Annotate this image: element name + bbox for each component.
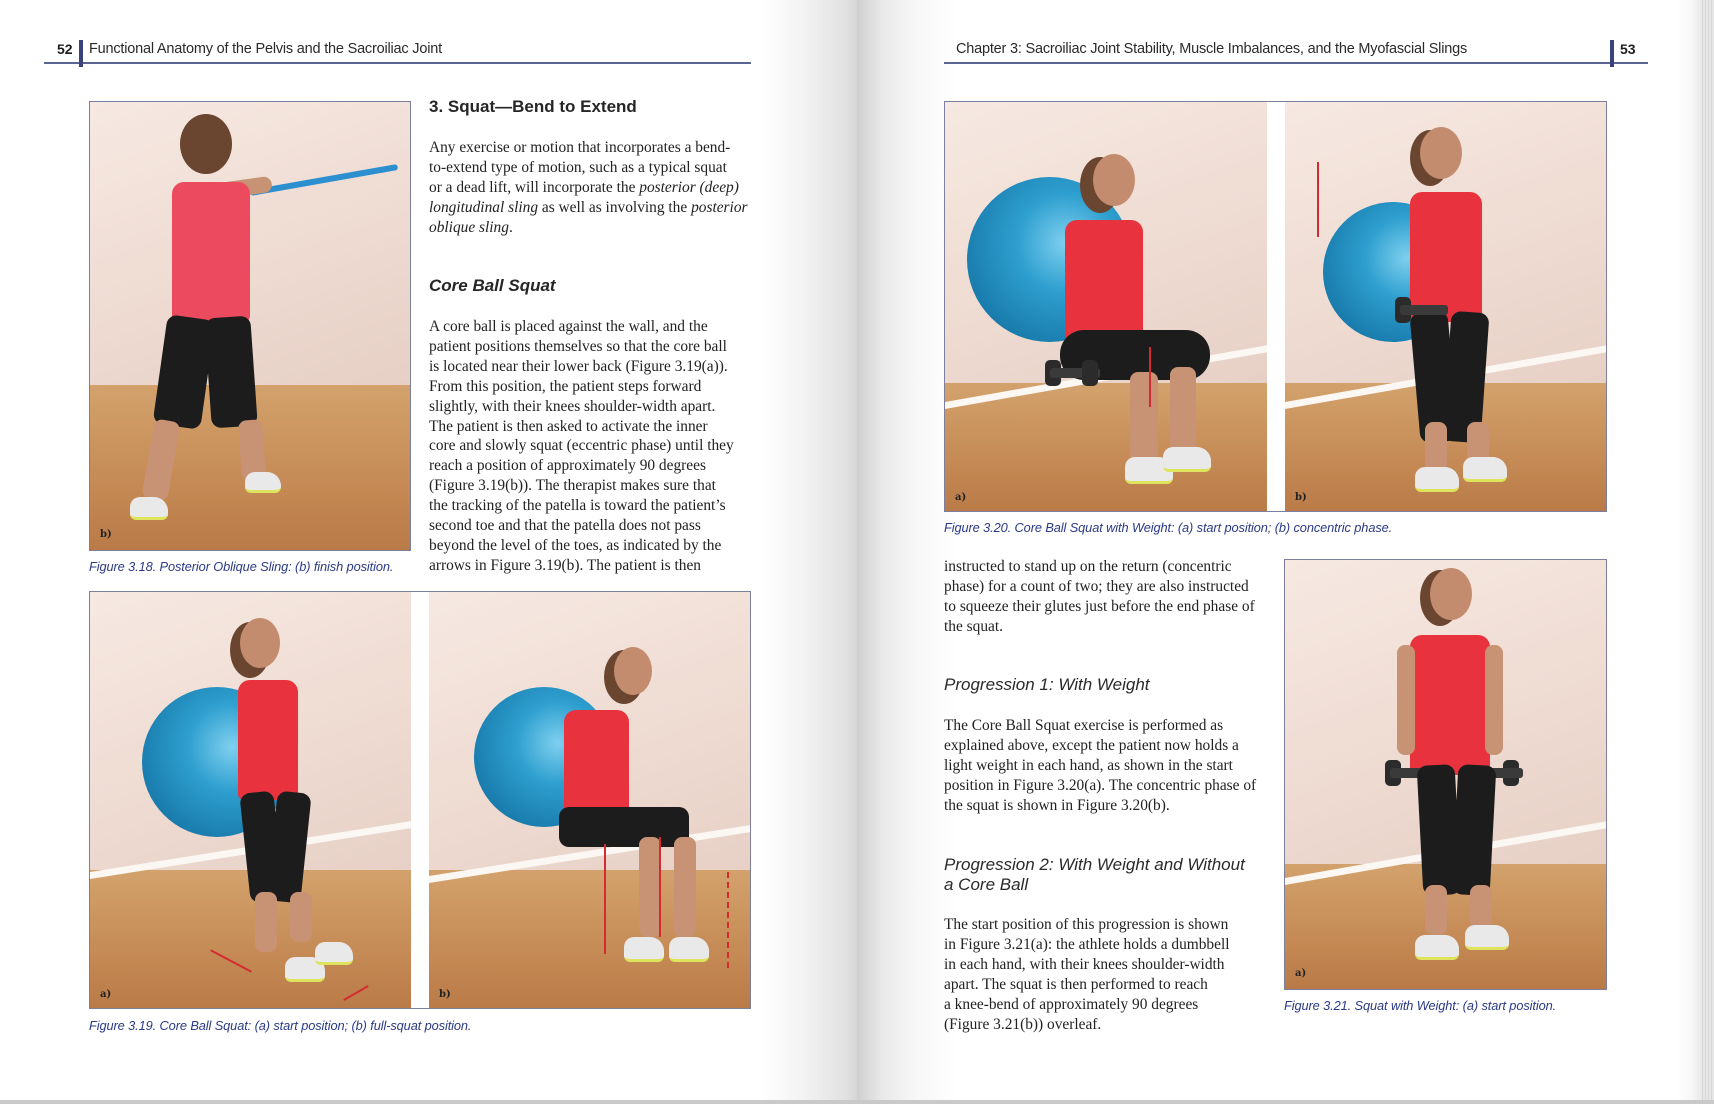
text-line: phase) for a count of two; they are also instructed [944,577,1249,595]
left-running-head [0,38,760,64]
figure-3-21-caption: Figure 3.21. Squat with Weight: (a) start position. [1284,998,1557,1013]
text-line: light weight in each hand, as shown in the start [944,756,1233,774]
text-line: is located near their lower back (Figure 3.19(a)). [429,357,728,375]
figure-3-20-panel-b [1285,102,1607,512]
section-heading: 3. Squat—Bend to Extend [429,97,637,116]
text-line: A core ball is placed against the wall, and the [429,318,708,335]
figure-3-19-panel-b [429,592,751,1009]
panel-label: a) [100,989,112,1000]
page-number: 53 [1620,41,1636,57]
figure-3-19-panel-a [90,592,411,1009]
figure-3-20-photo [944,101,1607,512]
text-line: core and slowly squat (eccentric phase) until they [429,437,734,455]
page-bottom-edge [0,1100,1714,1104]
text-line: slightly, with their knees shoulder-width apart. [429,397,716,415]
arrow-icon [1317,162,1319,237]
text-line: oblique sling. [429,218,513,236]
progression-1-heading: Progression 1: With Weight [944,675,1150,694]
heading-line: a Core Ball [944,875,1029,894]
header-rule [944,62,1648,64]
right-page [857,0,1714,1100]
figure-3-20-caption: Figure 3.20. Core Ball Squat with Weight: (a) start position; (b) concentric phase. [944,520,1393,535]
progression-2-paragraph [944,915,1230,1034]
figure-3-20-panel-a [945,102,1267,512]
text-line: explained above, except the patient now holds a [944,736,1239,754]
text-line: longitudinal sling as well as involving the posterior [429,198,748,216]
page-stack-edge [1702,0,1714,1104]
progression-1-paragraph [944,716,1256,816]
header-rule [44,62,751,64]
text-line: (Figure 3.21(b)) overleaf. [944,1015,1102,1033]
arrow-icon [604,844,606,954]
text-line: the squat is shown in Figure 3.20(b). [944,796,1170,814]
text-line: beyond the level of the toes, as indicated by the [429,536,722,554]
text-line: in Figure 3.21(a): the athlete holds a dumbbell [944,935,1230,953]
figure-3-19-photo [89,591,751,1009]
panel-label: b) [100,529,112,540]
continued-paragraph [944,557,1255,637]
running-head-title: Chapter 3: Sacroiliac Joint Stability, Muscle Imbalances, and the Myofascial Slings [955,41,1467,57]
arrow-icon [1149,347,1151,407]
arrow-icon [659,837,661,937]
text-line: apart. The squat is then performed to reach [944,975,1208,993]
text-line: or a dead lift, will incorporate the posterior (deep) [429,178,739,196]
text-line: patient positions themselves so that the core ball [429,337,727,355]
panel-label: b) [439,989,451,1000]
text-line: The Core Ball Squat exercise is performed as [944,717,1224,734]
heading-line: Progression 2: With Weight and Without [944,855,1245,874]
text-line: the squat. [944,617,1003,635]
text-line: a knee-bend of approximately 90 degrees [944,995,1199,1013]
text-line: The patient is then asked to activate the inner [429,417,708,435]
figure-3-21-photo [1284,559,1607,990]
text-line: From this position, the patient steps forward [429,377,702,395]
text-line: to squeeze their glutes just before the end phase of [944,597,1255,615]
running-head-title: Functional Anatomy of the Pelvis and the Sacroiliac Joint [89,41,442,57]
text-line: the tracking of the patella is toward the patient’s [429,497,726,515]
figure-3-18-photo [89,101,411,551]
intro-paragraph [429,138,748,238]
progression-2-heading [944,855,1245,895]
dashed-arrow-icon [727,872,729,972]
panel-label: b) [1295,492,1307,503]
text-line: instructed to stand up on the return (concentric [944,558,1232,575]
text-line: position in Figure 3.20(a). The concentric phase of [944,776,1257,794]
text-line: Any exercise or motion that incorporates a bend- [429,139,731,156]
page-number: 52 [57,41,73,57]
figure-3-18-caption: Figure 3.18. Posterior Oblique Sling: (b) finish position. [89,559,394,574]
text-line: (Figure 3.19(b)). The therapist makes sure that [429,477,716,495]
figure-3-19-caption: Figure 3.19. Core Ball Squat: (a) start position; (b) full-squat position. [89,1018,472,1033]
text-line: in each hand, with their knees shoulder-width [944,955,1225,973]
text-line: arrows in Figure 3.19(b). The patient is then [429,556,701,574]
text-line: to-extend type of motion, such as a typical squat [429,158,727,176]
left-page [0,0,857,1100]
core-ball-paragraph [429,317,734,576]
text-line: second toe and that the patella does not pass [429,517,701,535]
panel-label: a) [1295,968,1307,979]
text-line: reach a position of approximately 90 degrees [429,457,706,475]
panel-label: a) [955,492,967,503]
right-running-head [857,38,1714,64]
text-line: The start position of this progression is shown [944,916,1229,933]
header-accent-bar [79,40,83,67]
header-accent-bar [1610,40,1614,67]
subheading-core-ball-squat: Core Ball Squat [429,276,556,295]
